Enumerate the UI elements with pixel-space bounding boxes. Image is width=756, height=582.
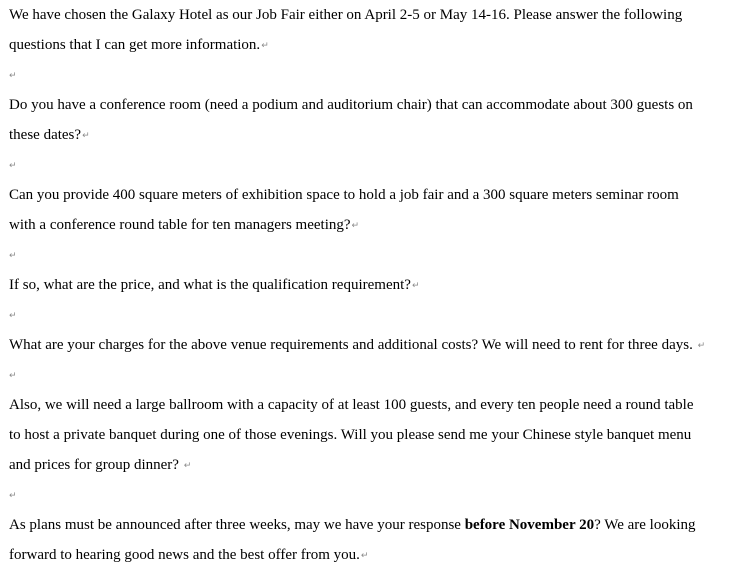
closing-text-before: As plans must be announced after three weeks, may we have your response xyxy=(9,517,465,533)
text-line xyxy=(9,450,749,480)
line-text: If so, what are the price, and what is the qualification requirement? xyxy=(9,277,411,293)
blank-line xyxy=(9,360,749,390)
paragraph-mark-icon: ↵ xyxy=(411,281,420,291)
text-line xyxy=(9,90,749,120)
text-line xyxy=(9,120,749,150)
line-text: Also, we will need a large ballroom with a capacity of at least 100 guests, and every ten people need a round table xyxy=(9,397,694,413)
paragraph-mark-icon: ↵ xyxy=(261,41,269,51)
paragraph-mark-icon: ↵ xyxy=(697,341,706,351)
deadline-text: before November 20 xyxy=(464,517,595,533)
paragraph-mark-icon: ↵ xyxy=(82,131,90,141)
text-line xyxy=(9,390,749,420)
closing-line xyxy=(9,510,749,540)
paragraph-mark-icon: ↵ xyxy=(183,461,192,471)
text-line xyxy=(9,180,749,210)
text-line xyxy=(9,210,749,240)
line-text: and prices for group dinner? xyxy=(9,457,183,473)
closing-text-after: ? We are looking xyxy=(594,517,696,533)
paragraph-mark-icon: ↵ xyxy=(9,311,17,321)
line-text: What are your charges for the above venue requirements and additional costs? We will need to rent for three days. xyxy=(9,337,697,353)
document-body xyxy=(9,0,749,570)
paragraph-mark-icon: ↵ xyxy=(9,491,17,501)
text-line xyxy=(9,30,749,60)
text-line xyxy=(9,270,749,300)
paragraph-mark-icon: ↵ xyxy=(351,221,360,231)
blank-line xyxy=(9,240,749,270)
line-text: Do you have a conference room (need a podium and auditorium chair) that can accommodate about 300 guests on xyxy=(9,97,693,113)
blank-line xyxy=(9,150,749,180)
paragraph-mark-icon: ↵ xyxy=(9,371,17,381)
blank-line xyxy=(9,60,749,90)
closing-last-text: forward to hearing good news and the best offer from you. xyxy=(9,547,360,563)
line-text: We have chosen the Galaxy Hotel as our Job Fair either on April 2-5 or May 14-16. Please answer the following xyxy=(9,7,683,23)
paragraph-mark-icon: ↵ xyxy=(9,251,17,261)
line-text: to host a private banquet during one of those evenings. Will you please send me your Chinese style banquet menu xyxy=(9,427,692,443)
text-line xyxy=(9,330,749,360)
text-line xyxy=(9,420,749,450)
line-text: with a conference round table for ten managers meeting? xyxy=(9,217,351,233)
paragraph-mark-icon: ↵ xyxy=(9,71,17,81)
line-text: these dates? xyxy=(9,127,82,143)
closing-last-line xyxy=(9,540,749,570)
blank-line xyxy=(9,300,749,330)
paragraph-mark-icon: ↵ xyxy=(360,551,369,561)
line-text: questions that I can get more information. xyxy=(9,37,261,53)
blank-line xyxy=(9,480,749,510)
paragraph-mark-icon: ↵ xyxy=(9,161,17,171)
text-line xyxy=(9,0,749,30)
line-text: Can you provide 400 square meters of exhibition space to hold a job fair and a 300 square meters seminar room xyxy=(9,187,679,203)
